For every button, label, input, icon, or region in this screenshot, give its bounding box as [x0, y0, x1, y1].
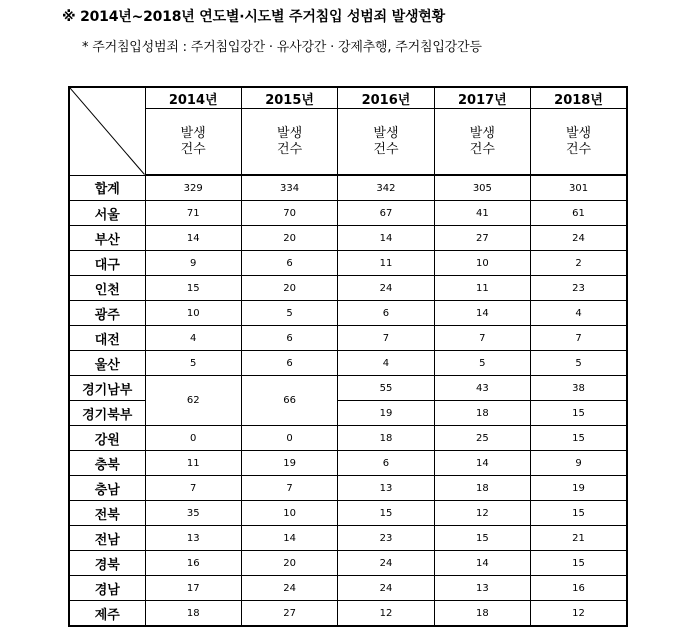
value-cell: 35	[145, 501, 241, 526]
value-cell: 41	[434, 201, 530, 226]
value-cell: 15	[531, 426, 627, 451]
year-header-2015: 2015년	[241, 87, 337, 109]
value-cell: 20	[241, 551, 337, 576]
table-row	[69, 601, 627, 627]
value-cell: 7	[434, 326, 530, 351]
value-cell: 20	[241, 226, 337, 251]
region-label: 전북	[69, 501, 145, 526]
value-cell: 12	[338, 601, 434, 627]
table-row	[69, 426, 627, 451]
region-label: 대구	[69, 251, 145, 276]
value-cell: 305	[434, 175, 530, 201]
value-cell: 15	[531, 501, 627, 526]
value-cell: 67	[338, 201, 434, 226]
value-cell: 16	[531, 576, 627, 601]
value-cell: 14	[241, 526, 337, 551]
document-title: ※ 2014년~2018년 연도별·시도별 주거침입 성범죄 발생현황	[62, 9, 445, 25]
value-cell: 19	[241, 451, 337, 476]
value-cell: 18	[338, 426, 434, 451]
value-cell: 24	[338, 551, 434, 576]
value-cell: 6	[338, 451, 434, 476]
value-cell: 18	[434, 401, 530, 426]
value-cell: 10	[145, 301, 241, 326]
metric-line1: 발생	[565, 125, 592, 141]
value-cell: 24	[338, 276, 434, 301]
value-cell: 4	[145, 326, 241, 351]
value-cell: 14	[434, 301, 530, 326]
table-row-total	[69, 175, 627, 201]
region-label: 경남	[69, 576, 145, 601]
value-cell: 10	[434, 251, 530, 276]
value-cell: 18	[145, 601, 241, 627]
metric-header	[531, 109, 627, 176]
value-cell: 4	[338, 351, 434, 376]
region-label: 경기북부	[69, 401, 145, 426]
table-row	[69, 576, 627, 601]
value-cell: 15	[434, 526, 530, 551]
value-cell: 7	[145, 476, 241, 501]
value-cell: 18	[434, 476, 530, 501]
value-cell: 19	[531, 476, 627, 501]
value-cell: 23	[531, 276, 627, 301]
value-cell: 13	[145, 526, 241, 551]
value-cell: 70	[241, 201, 337, 226]
value-cell: 5	[241, 301, 337, 326]
value-cell: 15	[145, 276, 241, 301]
value-cell: 55	[338, 376, 434, 401]
value-cell: 12	[531, 601, 627, 627]
value-cell: 342	[338, 175, 434, 201]
region-label: 충북	[69, 451, 145, 476]
value-cell: 6	[338, 301, 434, 326]
value-cell: 5	[145, 351, 241, 376]
year-header-2016: 2016년	[338, 87, 434, 109]
region-label: 강원	[69, 426, 145, 451]
value-cell: 2	[531, 251, 627, 276]
crime-statistics-table	[68, 86, 628, 627]
value-cell: 11	[338, 251, 434, 276]
region-label: 광주	[69, 301, 145, 326]
table-row	[69, 326, 627, 351]
region-label: 전남	[69, 526, 145, 551]
value-cell: 61	[531, 201, 627, 226]
table-row	[69, 251, 627, 276]
value-cell: 0	[145, 426, 241, 451]
value-cell: 21	[531, 526, 627, 551]
region-label: 인천	[69, 276, 145, 301]
year-header-2014: 2014년	[145, 87, 241, 109]
region-label: 합계	[69, 175, 145, 201]
value-cell: 14	[434, 551, 530, 576]
region-label: 충남	[69, 476, 145, 501]
value-cell: 16	[145, 551, 241, 576]
value-cell: 334	[241, 175, 337, 201]
metric-line2: 건수	[565, 141, 592, 157]
value-cell: 5	[531, 351, 627, 376]
document-subtitle: * 주거침입성범죄 : 주거침입강간 · 유사강간 · 강제추행, 주거침입강간등	[82, 40, 482, 55]
value-cell: 27	[434, 226, 530, 251]
table-row	[69, 201, 627, 226]
metric-header	[145, 109, 241, 176]
value-cell: 9	[145, 251, 241, 276]
metric-line2: 건수	[180, 141, 206, 157]
value-cell: 20	[241, 276, 337, 301]
value-cell: 23	[338, 526, 434, 551]
value-cell: 14	[338, 226, 434, 251]
table-row	[69, 351, 627, 376]
value-cell: 7	[241, 476, 337, 501]
value-cell: 9	[531, 451, 627, 476]
value-cell: 24	[531, 226, 627, 251]
value-cell-merged: 66	[241, 376, 337, 426]
value-cell: 14	[434, 451, 530, 476]
value-cell: 38	[531, 376, 627, 401]
metric-header	[338, 109, 434, 176]
table-row	[69, 451, 627, 476]
value-cell: 24	[241, 576, 337, 601]
value-cell: 14	[145, 226, 241, 251]
metric-line2: 건수	[469, 141, 495, 157]
metric-line1: 발생	[180, 125, 206, 141]
table-row	[69, 501, 627, 526]
value-cell: 301	[531, 175, 627, 201]
value-cell: 13	[338, 476, 434, 501]
value-cell: 5	[434, 351, 530, 376]
value-cell: 15	[531, 551, 627, 576]
value-cell: 15	[531, 401, 627, 426]
value-cell: 7	[531, 326, 627, 351]
value-cell: 24	[338, 576, 434, 601]
metric-header	[434, 109, 530, 176]
value-cell: 18	[434, 601, 530, 627]
year-header-2018: 2018년	[531, 87, 627, 109]
metric-line2: 건수	[373, 141, 399, 157]
metric-line1: 발생	[277, 125, 303, 141]
value-cell-merged: 62	[145, 376, 241, 426]
metric-line1: 발생	[373, 125, 399, 141]
value-cell: 0	[241, 426, 337, 451]
region-label: 경북	[69, 551, 145, 576]
value-cell: 13	[434, 576, 530, 601]
value-cell: 6	[241, 326, 337, 351]
value-cell: 6	[241, 251, 337, 276]
region-label: 대전	[69, 326, 145, 351]
value-cell: 12	[434, 501, 530, 526]
table-row	[69, 551, 627, 576]
value-cell: 4	[531, 301, 627, 326]
table-row	[69, 301, 627, 326]
value-cell: 7	[338, 326, 434, 351]
region-label: 울산	[69, 351, 145, 376]
metric-line1: 발생	[469, 125, 495, 141]
table-row	[69, 376, 627, 401]
value-cell: 329	[145, 175, 241, 201]
table-row	[69, 526, 627, 551]
value-cell: 17	[145, 576, 241, 601]
value-cell: 25	[434, 426, 530, 451]
value-cell: 10	[241, 501, 337, 526]
value-cell: 71	[145, 201, 241, 226]
value-cell: 11	[145, 451, 241, 476]
table-row	[69, 226, 627, 251]
value-cell: 6	[241, 351, 337, 376]
region-label: 경기남부	[69, 376, 145, 401]
header-corner-cell	[69, 87, 145, 175]
table-row	[69, 276, 627, 301]
region-label: 서울	[69, 201, 145, 226]
table-row	[69, 476, 627, 501]
value-cell: 15	[338, 501, 434, 526]
region-label: 부산	[69, 226, 145, 251]
metric-header	[241, 109, 337, 176]
diagonal-line	[70, 88, 145, 175]
region-label: 제주	[69, 601, 145, 627]
value-cell: 27	[241, 601, 337, 627]
value-cell: 11	[434, 276, 530, 301]
year-header-2017: 2017년	[434, 87, 530, 109]
value-cell: 19	[338, 401, 434, 426]
value-cell: 43	[434, 376, 530, 401]
metric-line2: 건수	[277, 141, 303, 157]
